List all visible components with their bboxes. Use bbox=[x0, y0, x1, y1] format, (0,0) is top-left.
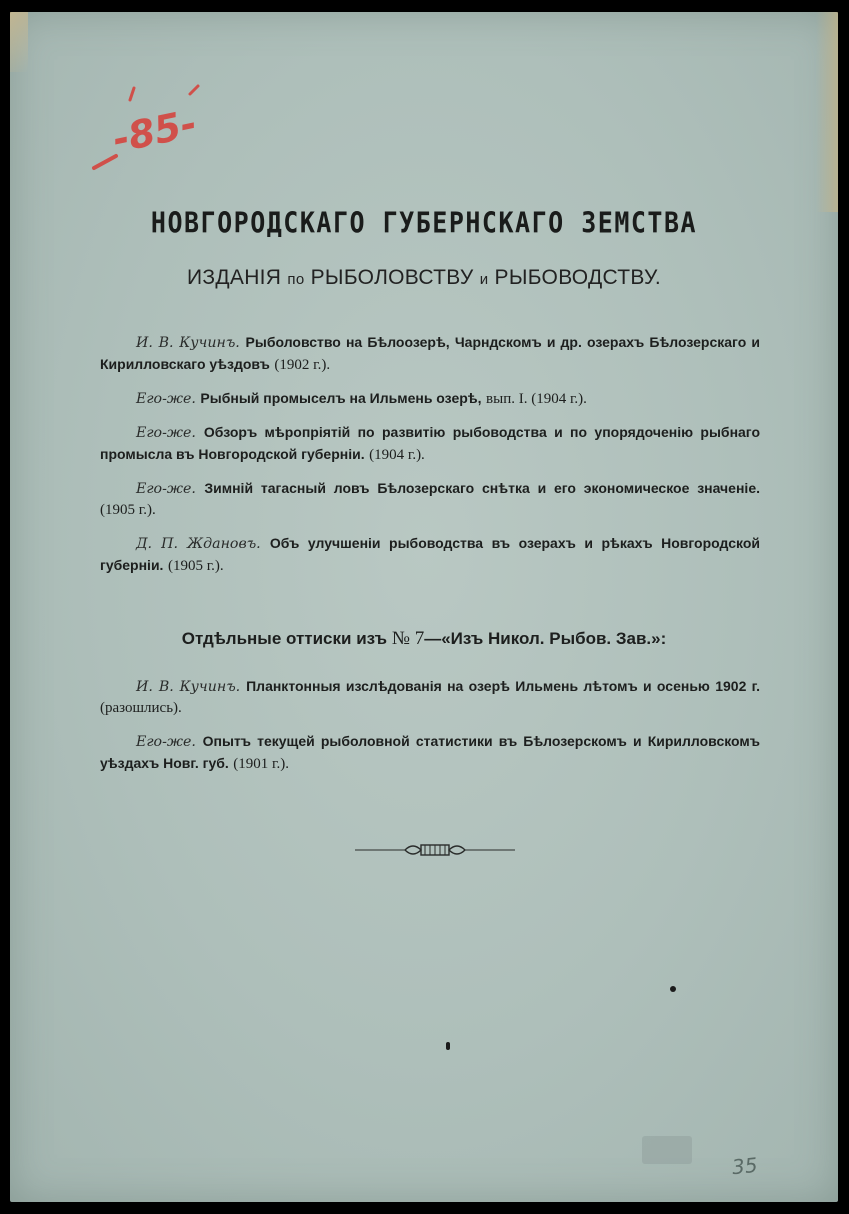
offprint-entry bbox=[100, 676, 760, 719]
subtitle-part3: РЫБОЛОВСТВУ bbox=[310, 266, 474, 289]
entry-year: (разошлись). bbox=[100, 700, 182, 716]
entry-title: Обзоръ мѣропріятій по развитію рыбоводства и по упорядоченію рыбнаго промысла въ Новгородской губерніи. bbox=[100, 424, 761, 462]
entry-author: Его-же. bbox=[136, 481, 196, 497]
entry-author: Его-же. bbox=[136, 391, 196, 407]
publication-list bbox=[100, 332, 760, 589]
entry-title: Объ улучшеніи рыбоводства въ озерахъ и рѣкахъ Новгородской губерніи. bbox=[100, 535, 760, 573]
paper-stain bbox=[642, 1136, 692, 1164]
offprint-entry bbox=[100, 731, 760, 775]
publication-entry bbox=[100, 478, 760, 521]
ink-speck bbox=[446, 1042, 450, 1050]
subtitle-part5: РЫБОВОДСТВУ. bbox=[494, 266, 661, 289]
entry-author: Д. П. Ждановъ. bbox=[136, 536, 261, 552]
entry-author: Его-же. bbox=[136, 425, 196, 441]
entry-title: Рыболовство на Бѣлоозерѣ, Чарндскомъ и др. озерахъ Бѣлозерскаго и Кирилловскаго уѣздовъ bbox=[100, 334, 760, 372]
publication-entry bbox=[100, 422, 760, 466]
svg-text:-85-: -85- bbox=[108, 100, 201, 162]
entry-author: И. В. Кучинъ. bbox=[136, 335, 240, 351]
document-page bbox=[10, 12, 838, 1202]
decorative-ornament-icon bbox=[355, 838, 515, 862]
entry-year: (1902 г.). bbox=[274, 357, 331, 373]
entry-title: Опытъ текущей рыболовной статистики въ Бѣлозерскомъ и Кирилловскомъ уѣздахъ Новг. губ. bbox=[100, 733, 760, 771]
page-title: НОВГОРОДСКАГО ГУБЕРНСКАГО ЗЕМСТВА bbox=[150, 205, 698, 240]
subtitle-part4: и bbox=[479, 271, 489, 288]
subtitle-part1: ИЗДАНІЯ bbox=[186, 266, 282, 289]
entry-author: Его-же. bbox=[136, 734, 196, 750]
entry-title: Рыбный промыселъ на Ильмень озерѣ, bbox=[200, 390, 482, 406]
entry-year: (1905 г.). bbox=[167, 558, 224, 574]
handwritten-red-mark bbox=[86, 80, 206, 180]
ink-speck bbox=[670, 986, 676, 992]
entry-year: (1901 г.). bbox=[233, 756, 289, 772]
section-heading-after: —«Изъ Никол. Рыбов. Зав.»: bbox=[424, 629, 667, 648]
section-heading-number: № 7 bbox=[391, 628, 425, 649]
entry-title: Планктонныя изслѣдованія на озерѣ Ильмень лѣтомъ и осенью 1902 г. bbox=[246, 678, 760, 694]
offprint-list bbox=[100, 676, 760, 787]
entry-title: Зимній тагасный ловъ Бѣлозерскаго снѣтка и его экономическое значеніе. bbox=[204, 480, 760, 496]
section-heading-offprints bbox=[10, 628, 838, 650]
page-subtitle bbox=[10, 266, 838, 290]
handwritten-page-number: 35 bbox=[730, 1152, 759, 1180]
publication-entry bbox=[100, 388, 760, 410]
publication-entry bbox=[100, 332, 760, 376]
subtitle-part2: по bbox=[287, 271, 305, 288]
section-heading-before: Отдѣльные оттиски изъ bbox=[181, 629, 388, 648]
entry-year: (1905 г.). bbox=[100, 502, 156, 518]
publication-entry bbox=[100, 533, 760, 577]
entry-year: вып. I. (1904 г.). bbox=[486, 391, 587, 407]
entry-year: (1904 г.). bbox=[369, 447, 425, 463]
entry-author: И. В. Кучинъ. bbox=[136, 679, 241, 695]
